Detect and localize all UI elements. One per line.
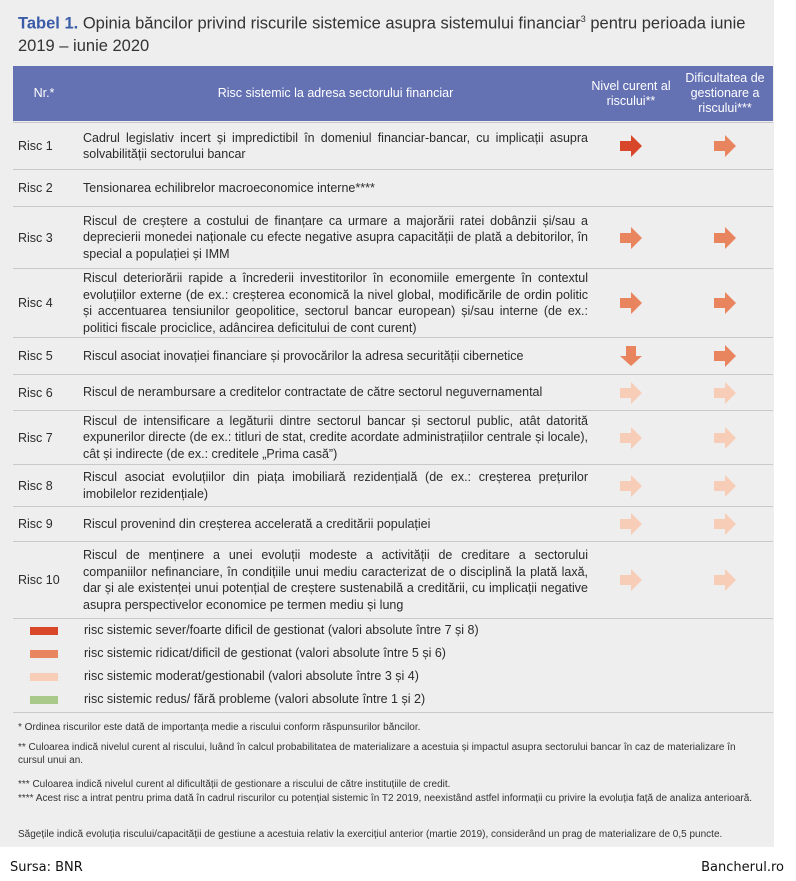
arrow-right-icon: [713, 292, 737, 314]
legend-label: risc sistemic sever/foarte dificil de gestionat (valori absolute între 7 și 8): [84, 623, 479, 637]
risk-level-cell: [611, 269, 651, 337]
brand-label: Bancherul.ro: [701, 860, 784, 875]
risk-management-cell: [705, 542, 745, 618]
arrow-right-icon: [619, 227, 643, 249]
risk-description-text: Riscul de nerambursare a creditelor contractate de către sectorul neguvernamental: [83, 385, 543, 400]
arrow-right-icon: [713, 513, 737, 535]
table-row: [13, 337, 773, 374]
risk-level-cell: [611, 542, 651, 618]
table-bottom-border: [13, 618, 773, 619]
risk-management-cell: [705, 507, 745, 541]
risk-description-text: Riscul de menținere a unei evoluții modeste a activității de creditare a sectorului companiilor nefinanciare, în condițiile unui mediu caracterizat de o disciplină la plată laxă, dar și ale existenței unui potențial de creștere sustenabilă a creditării, cu implicații negative asupra perspectivelor economice pe termen mediu și lung: [83, 548, 588, 612]
risk-level-cell: [611, 465, 651, 506]
footnote: **** Acest risc a intrat pentru prima dată în cadrul riscurilor cu potențial sistemic în T2 2019, neexistând astfel informații cu privire la evoluția față de analiza anterioară.: [18, 793, 753, 804]
arrow-right-icon: [713, 135, 737, 157]
arrow-right-icon: [713, 345, 737, 367]
risk-number: Risc 6: [18, 385, 53, 400]
header-nr: Nr.*: [33, 86, 55, 100]
header-risc: Risc sistemic la adresa sectorului financiar: [217, 86, 454, 100]
risk-description: [83, 375, 588, 410]
risk-description-text: Riscul asociat inovației financiare și provocărilor la adresa securității cibernetice: [83, 348, 524, 363]
risk-level-cell: [611, 375, 651, 410]
title-footnote-mark: 3: [580, 14, 586, 24]
risk-description-text: Riscul deteriorării rapide a încrederii investitorilor în economiile emergente în contextul evoluțiilor externe (de ex.: creșterea economică la nivel global, modificările de ordin politic și accentuarea tensiunilor geopolitice, sectorul bancar european) și/sau interne (de ex.: politici fiscale prociclice, adâncirea deficitului de cont curent): [83, 271, 588, 335]
arrow-right-icon: [619, 292, 643, 314]
risk-number: Risc 9: [18, 517, 53, 531]
arrow-right-icon: [619, 475, 643, 497]
table-row: [13, 464, 773, 506]
risk-description-text: Cadrul legislativ incert și impredictibil în domeniul financiar-bancar, cu implicații asupra solvabilității sectorului bancar: [83, 130, 588, 161]
arrow-right-icon: [713, 382, 737, 404]
risk-number: Risc 8: [18, 478, 53, 493]
risk-number: Risc 1: [18, 139, 53, 153]
arrow-down-icon: [619, 345, 643, 367]
legend-swatch: [30, 650, 58, 658]
table-header: [13, 66, 773, 121]
risk-description: [83, 269, 588, 337]
table-row: [13, 374, 773, 410]
arrow-right-icon: [713, 569, 737, 591]
risk-number: Risc 5: [18, 349, 53, 363]
footnote: ** Culoarea indică nivelul curent al riscului, luând în calcul probabilitatea de materializare a acestuia și impactul asupra sectorului bancar în caz de materializare în cursul unui an.: [18, 742, 736, 766]
risk-description: [83, 542, 588, 618]
risk-description: [83, 411, 588, 464]
risk-management-cell: [705, 123, 745, 169]
footnote: Săgețile indică evoluția riscului/capacității de gestiune a acestuia relativ la exercițiul anterior (martie 2019), considerând un prag de materializare de 0,5 puncte.: [18, 829, 723, 840]
table-row: [13, 122, 773, 169]
legend-label: risc sistemic ridicat/dificil de gestionat (valori absolute între 5 și 6): [84, 646, 446, 660]
risk-description-text: Riscul de creștere a costului de finanțare ca urmare a majorării ratei dobânzii și/sau a deprecierii monedei naționale cu efecte negative asupra capacității de plată a debitorilor, în special a populației și IMM: [83, 213, 588, 261]
table-row: [13, 541, 773, 618]
risk-description: [83, 465, 588, 506]
arrow-right-icon: [619, 513, 643, 535]
arrow-right-icon: [713, 427, 737, 449]
risk-management-cell: [705, 207, 745, 268]
risk-management-cell: [705, 338, 745, 374]
arrow-right-icon: [619, 569, 643, 591]
arrow-right-icon: [619, 427, 643, 449]
legend-swatch: [30, 627, 58, 635]
risk-description: [83, 170, 588, 206]
risk-number: Risc 7: [18, 430, 53, 445]
legend-swatch: [30, 673, 58, 681]
risk-level-cell: [611, 123, 651, 169]
header-nivel: Nivel curent al riscului**: [591, 78, 671, 108]
table-row: [13, 506, 773, 541]
risk-description-text: Tensionarea echilibrelor macroeconomice interne****: [83, 180, 375, 195]
risk-management-cell: [705, 375, 745, 410]
risk-level-cell: [611, 411, 651, 464]
table-row: [13, 169, 773, 206]
risk-number: Risc 3: [18, 230, 53, 245]
table-row: [13, 268, 773, 337]
risk-description-text: Riscul asociat evoluțiilor din piața imobiliară rezidențială (de ex.: creșterea prețurilor imobilelor rezidențiale): [83, 470, 588, 501]
risk-level-cell: [611, 507, 651, 541]
risk-management-cell: [705, 465, 745, 506]
footnote: * Ordinea riscurilor este dată de importanța medie a riscului conform răspunsurilor băncilor.: [18, 722, 421, 733]
title-text: Opinia băncilor privind riscurile sistemice asupra sistemului financiar: [82, 14, 581, 33]
table-number: Tabel 1.: [18, 14, 79, 33]
arrow-right-icon: [713, 227, 737, 249]
arrow-right-icon: [619, 382, 643, 404]
legend-label: risc sistemic redus/ fără probleme (valori absolute între 1 și 2): [84, 692, 426, 706]
risk-description: [83, 338, 588, 374]
table-title: [18, 8, 758, 57]
table-row: [13, 206, 773, 268]
header-dificultate: Dificultatea de gestionare a riscului***: [685, 71, 765, 115]
risk-management-cell: [705, 269, 745, 337]
risk-description: [83, 207, 588, 268]
footnote: *** Culoarea indică nivelul curent al dificultății de gestionare a riscului de către instituțiile de credit.: [18, 779, 451, 790]
risk-number: Risc 10: [18, 573, 60, 587]
risk-number: Risc 2: [18, 181, 53, 195]
arrow-right-icon: [619, 135, 643, 157]
arrow-right-icon: [713, 475, 737, 497]
notes-divider: [13, 712, 773, 713]
risk-description: [83, 123, 588, 169]
source-label: Sursa: BNR: [10, 860, 83, 875]
title-text-continued: pentru perioada iunie 2019 – iunie 2020: [18, 14, 746, 55]
risk-number: Risc 4: [18, 296, 53, 310]
risk-description: [83, 507, 588, 541]
risk-description-text: Riscul provenind din creșterea accelerată a creditării populației: [83, 516, 431, 531]
risk-level-cell: [611, 338, 651, 374]
risk-level-cell: [611, 207, 651, 268]
risk-management-cell: [705, 411, 745, 464]
legend-label: risc sistemic moderat/gestionabil (valori absolute între 3 și 4): [84, 669, 419, 683]
table-row: [13, 410, 773, 464]
legend-swatch: [30, 696, 58, 704]
risk-description-text: Riscul de intensificare a legăturii dintre sectorul bancar și sectorul public, atât datorită expunerilor directe (de ex.: titluri de stat, credite acordate administrațiilor centrale și locale), cât și indirecte (de ex.: creditele „Prima casă”): [83, 413, 588, 461]
